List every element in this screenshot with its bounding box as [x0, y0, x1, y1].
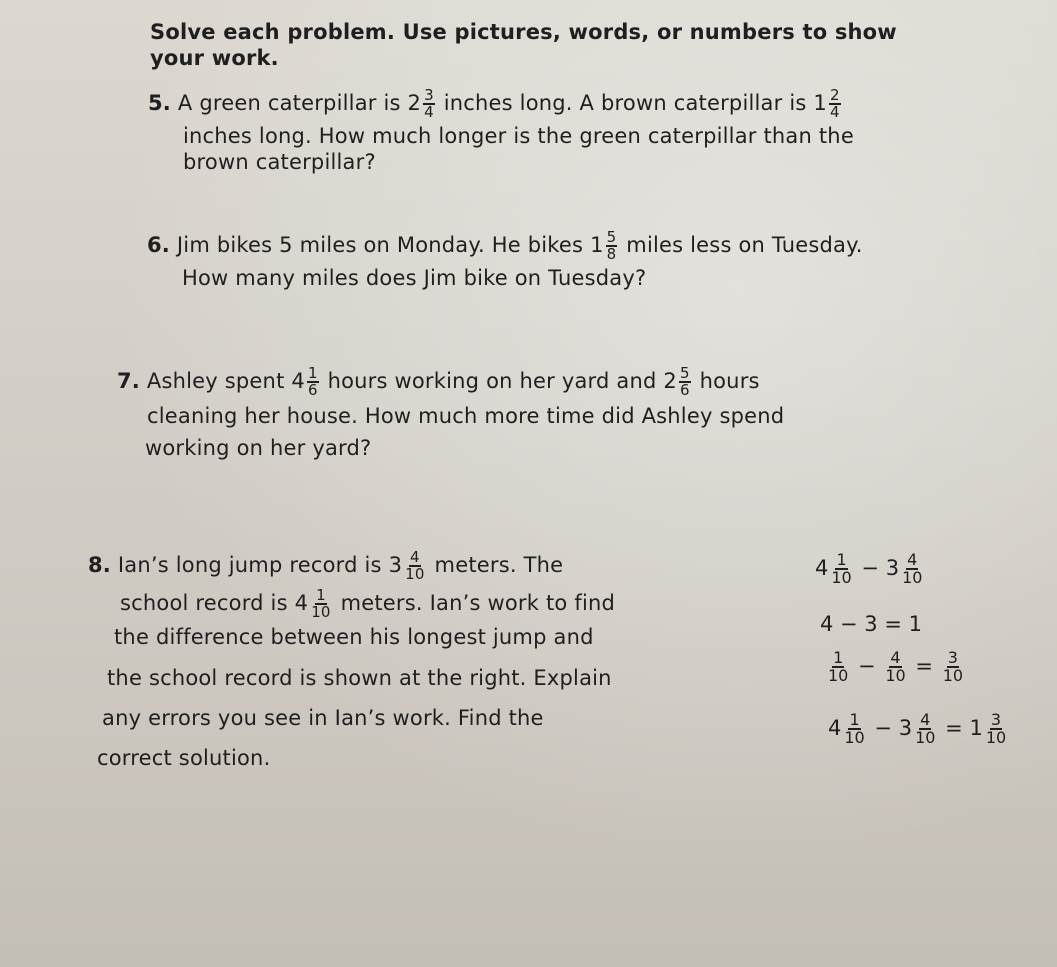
problem-8-text-b: meters. The: [434, 553, 564, 577]
work-fraction: [843, 712, 865, 746]
fraction-denominator: 10: [405, 565, 425, 583]
fraction-numerator: 3: [990, 710, 1002, 729]
fraction-numerator: 5: [679, 364, 690, 382]
problem-5-fraction-2: [829, 88, 841, 120]
problem-5-whole-2: 1: [813, 91, 827, 115]
instructions-line-1: Solve each problem. Use pictures, words, or numbers to show: [150, 20, 897, 44]
instructions-line-2: your work.: [150, 46, 279, 70]
fraction-denominator: 4: [829, 103, 840, 121]
problem-8-line-6: correct solution.: [97, 746, 271, 770]
equals-sign: =: [945, 716, 963, 740]
fraction-numerator: 4: [920, 710, 931, 729]
problem-8-text-2b: meters. Ian’s work to find: [340, 591, 616, 615]
fraction-denominator: 10: [844, 728, 865, 747]
ian-work-row-1: [815, 552, 925, 586]
work-fraction: [942, 650, 964, 684]
problem-8-text-2a: school record is: [120, 591, 288, 615]
work-whole: 1: [969, 716, 983, 740]
fraction-denominator: 4: [424, 103, 434, 121]
minus-sign: −: [874, 716, 893, 740]
problem-6-line-2: How many miles does Jim bike on Tuesday?: [182, 266, 647, 290]
fraction-numerator: 4: [410, 548, 420, 566]
problem-7-fraction-2: [679, 366, 691, 398]
problem-5-line-3: brown caterpillar?: [183, 150, 376, 174]
problem-8-whole-1: 3: [388, 553, 403, 577]
problem-6-text-b: miles less on Tuesday.: [626, 233, 863, 257]
problem-5-fraction-1: [423, 88, 435, 120]
problem-7-whole-2: 2: [663, 369, 677, 393]
minus-sign: −: [861, 556, 880, 580]
equals-sign: =: [915, 654, 933, 678]
problem-5-line-2: inches long. How much longer is the green caterpillar than the: [183, 124, 854, 148]
work-whole: 4: [815, 556, 829, 580]
problem-8-text-a: Ian’s long jump record is: [117, 553, 382, 577]
work-whole: 3: [898, 716, 913, 740]
work-fraction: [830, 552, 852, 586]
work-whole: 3: [885, 556, 900, 580]
problem-7-line-1: [117, 366, 760, 398]
problem-5-whole-1: 2: [407, 91, 422, 115]
fraction-denominator: 10: [915, 728, 936, 747]
fraction-numerator: 1: [836, 550, 847, 569]
problem-5-number: 5.: [148, 91, 171, 115]
fraction-denominator: 10: [831, 568, 852, 587]
minus-sign: −: [858, 654, 876, 678]
fraction-numerator: 5: [606, 228, 617, 246]
problem-8-whole-2: 4: [294, 591, 309, 615]
fraction-denominator: 10: [902, 568, 923, 587]
fraction-denominator: 6: [679, 381, 690, 399]
fraction-numerator: 3: [424, 86, 434, 104]
problem-8-line-5: any errors you see in Ian’s work. Find the: [102, 706, 544, 730]
problem-5-text-a: A green caterpillar is: [177, 91, 401, 115]
fraction-denominator: 8: [606, 245, 617, 263]
fraction-numerator: 1: [849, 710, 860, 729]
fraction-denominator: 6: [307, 381, 318, 399]
fraction-numerator: 1: [833, 648, 844, 667]
problem-8-line-1: [88, 550, 563, 582]
problem-7-line-3: working on her yard?: [145, 436, 372, 460]
ian-work-row-4: [828, 712, 1009, 746]
fraction-numerator: 3: [947, 648, 958, 667]
fraction-denominator: 10: [942, 666, 964, 685]
fraction-numerator: 1: [307, 364, 318, 382]
problem-5-line-1: [148, 88, 843, 120]
problem-8-line-4: the school record is shown at the right. Explain: [107, 666, 612, 690]
problem-7-whole-1: 4: [291, 369, 305, 393]
problem-7-line-2: cleaning her house. How much more time did Ashley spend: [147, 404, 785, 428]
problem-5-text-b: inches long. A brown caterpillar is: [443, 91, 807, 115]
work-fraction: [901, 552, 923, 586]
work-fraction: [884, 650, 906, 684]
ian-work-row-3: [825, 650, 966, 684]
fraction-numerator: 2: [829, 86, 840, 104]
work-fraction: [827, 650, 849, 684]
work-whole: 4: [828, 716, 842, 740]
problem-8-fraction-2: [310, 588, 332, 620]
fraction-numerator: 4: [890, 648, 901, 667]
fraction-denominator: 10: [311, 603, 331, 621]
problem-7-text-b: hours working on her yard and: [327, 369, 657, 393]
fraction-denominator: 10: [828, 666, 849, 685]
problem-7-text-c: hours: [699, 369, 760, 393]
problem-6-number: 6.: [147, 233, 170, 257]
problem-8-fraction-1: [404, 550, 426, 582]
work-fraction: [914, 712, 936, 746]
fraction-denominator: 10: [985, 728, 1007, 747]
problem-7-number: 7.: [117, 369, 140, 393]
problem-6-line-1: [147, 230, 863, 262]
work-fraction: [985, 712, 1007, 746]
fraction-numerator: 1: [316, 586, 326, 604]
problem-7-text-a: Ashley spent: [146, 369, 285, 393]
fraction-denominator: 10: [885, 666, 906, 685]
fraction-numerator: 4: [907, 550, 918, 569]
problem-6-fraction-1: [606, 230, 618, 262]
problem-8-number: 8.: [88, 553, 111, 577]
problem-8-line-3: the difference between his longest jump and: [114, 625, 594, 649]
problem-7-fraction-1: [307, 366, 319, 398]
problem-6-whole-1: 1: [590, 233, 604, 257]
ian-work-row-2: 4 − 3 = 1: [820, 612, 922, 636]
problem-6-text-a: Jim bikes 5 miles on Monday. He bikes: [176, 233, 584, 257]
problem-8-line-2: [120, 588, 615, 620]
